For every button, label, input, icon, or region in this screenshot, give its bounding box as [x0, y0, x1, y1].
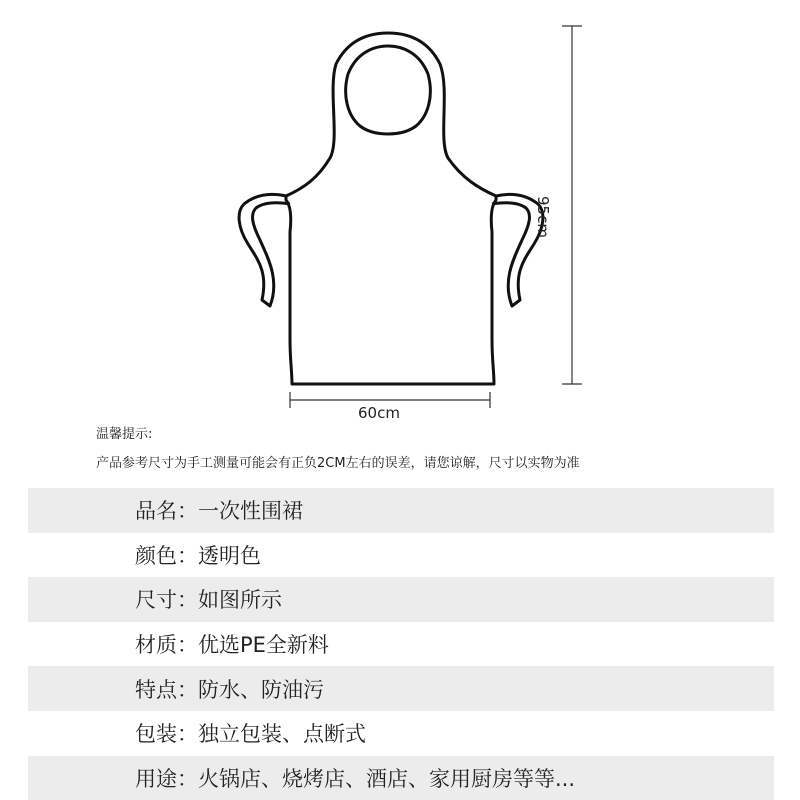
left-tie	[239, 194, 290, 306]
spec-colon: ：	[177, 766, 198, 791]
spec-value: 透明色	[198, 543, 261, 568]
spec-value: 独立包装、点断式	[198, 722, 366, 747]
spec-value: 如图所示	[198, 588, 282, 613]
spec-value: 优选PE全新料	[198, 633, 329, 658]
spec-label: 材质	[135, 633, 177, 658]
spec-label: 品名	[135, 499, 177, 524]
width-label: 60cm	[358, 404, 400, 422]
spec-row-usage	[28, 756, 774, 800]
spec-table	[28, 488, 774, 800]
spec-label: 包装	[135, 722, 177, 747]
height-dimension	[562, 26, 582, 384]
spec-colon: ：	[177, 499, 198, 524]
spec-colon: ：	[177, 722, 198, 747]
spec-row-color	[28, 533, 774, 578]
spec-label: 颜色	[135, 543, 177, 568]
spec-value: 火锅店、烧烤店、酒店、家用厨房等等...	[198, 766, 576, 791]
height-label: 95cm	[534, 196, 552, 238]
spec-colon: ：	[177, 543, 198, 568]
spec-row-material	[28, 622, 774, 667]
apron-outline	[239, 33, 543, 384]
spec-row-packaging	[28, 711, 774, 756]
spec-colon: ：	[177, 588, 198, 613]
note-title: 温馨提示:	[96, 427, 153, 442]
neck-loop	[346, 46, 431, 134]
note-text: 产品参考尺寸为手工测量可能会有正负2CM左右的误差，请您谅解，尺寸以实物为准	[96, 456, 580, 471]
spec-colon: ：	[177, 677, 198, 702]
spec-row-size	[28, 577, 774, 622]
spec-label: 尺寸	[135, 588, 177, 613]
spec-colon: ：	[177, 633, 198, 658]
spec-label: 特点	[135, 677, 177, 702]
spec-row-name	[28, 488, 774, 533]
spec-label: 用途	[135, 766, 177, 791]
apron-body	[286, 33, 496, 384]
spec-value: 一次性围裙	[198, 499, 303, 524]
spec-row-features	[28, 666, 774, 711]
spec-value: 防水、防油污	[198, 677, 324, 702]
